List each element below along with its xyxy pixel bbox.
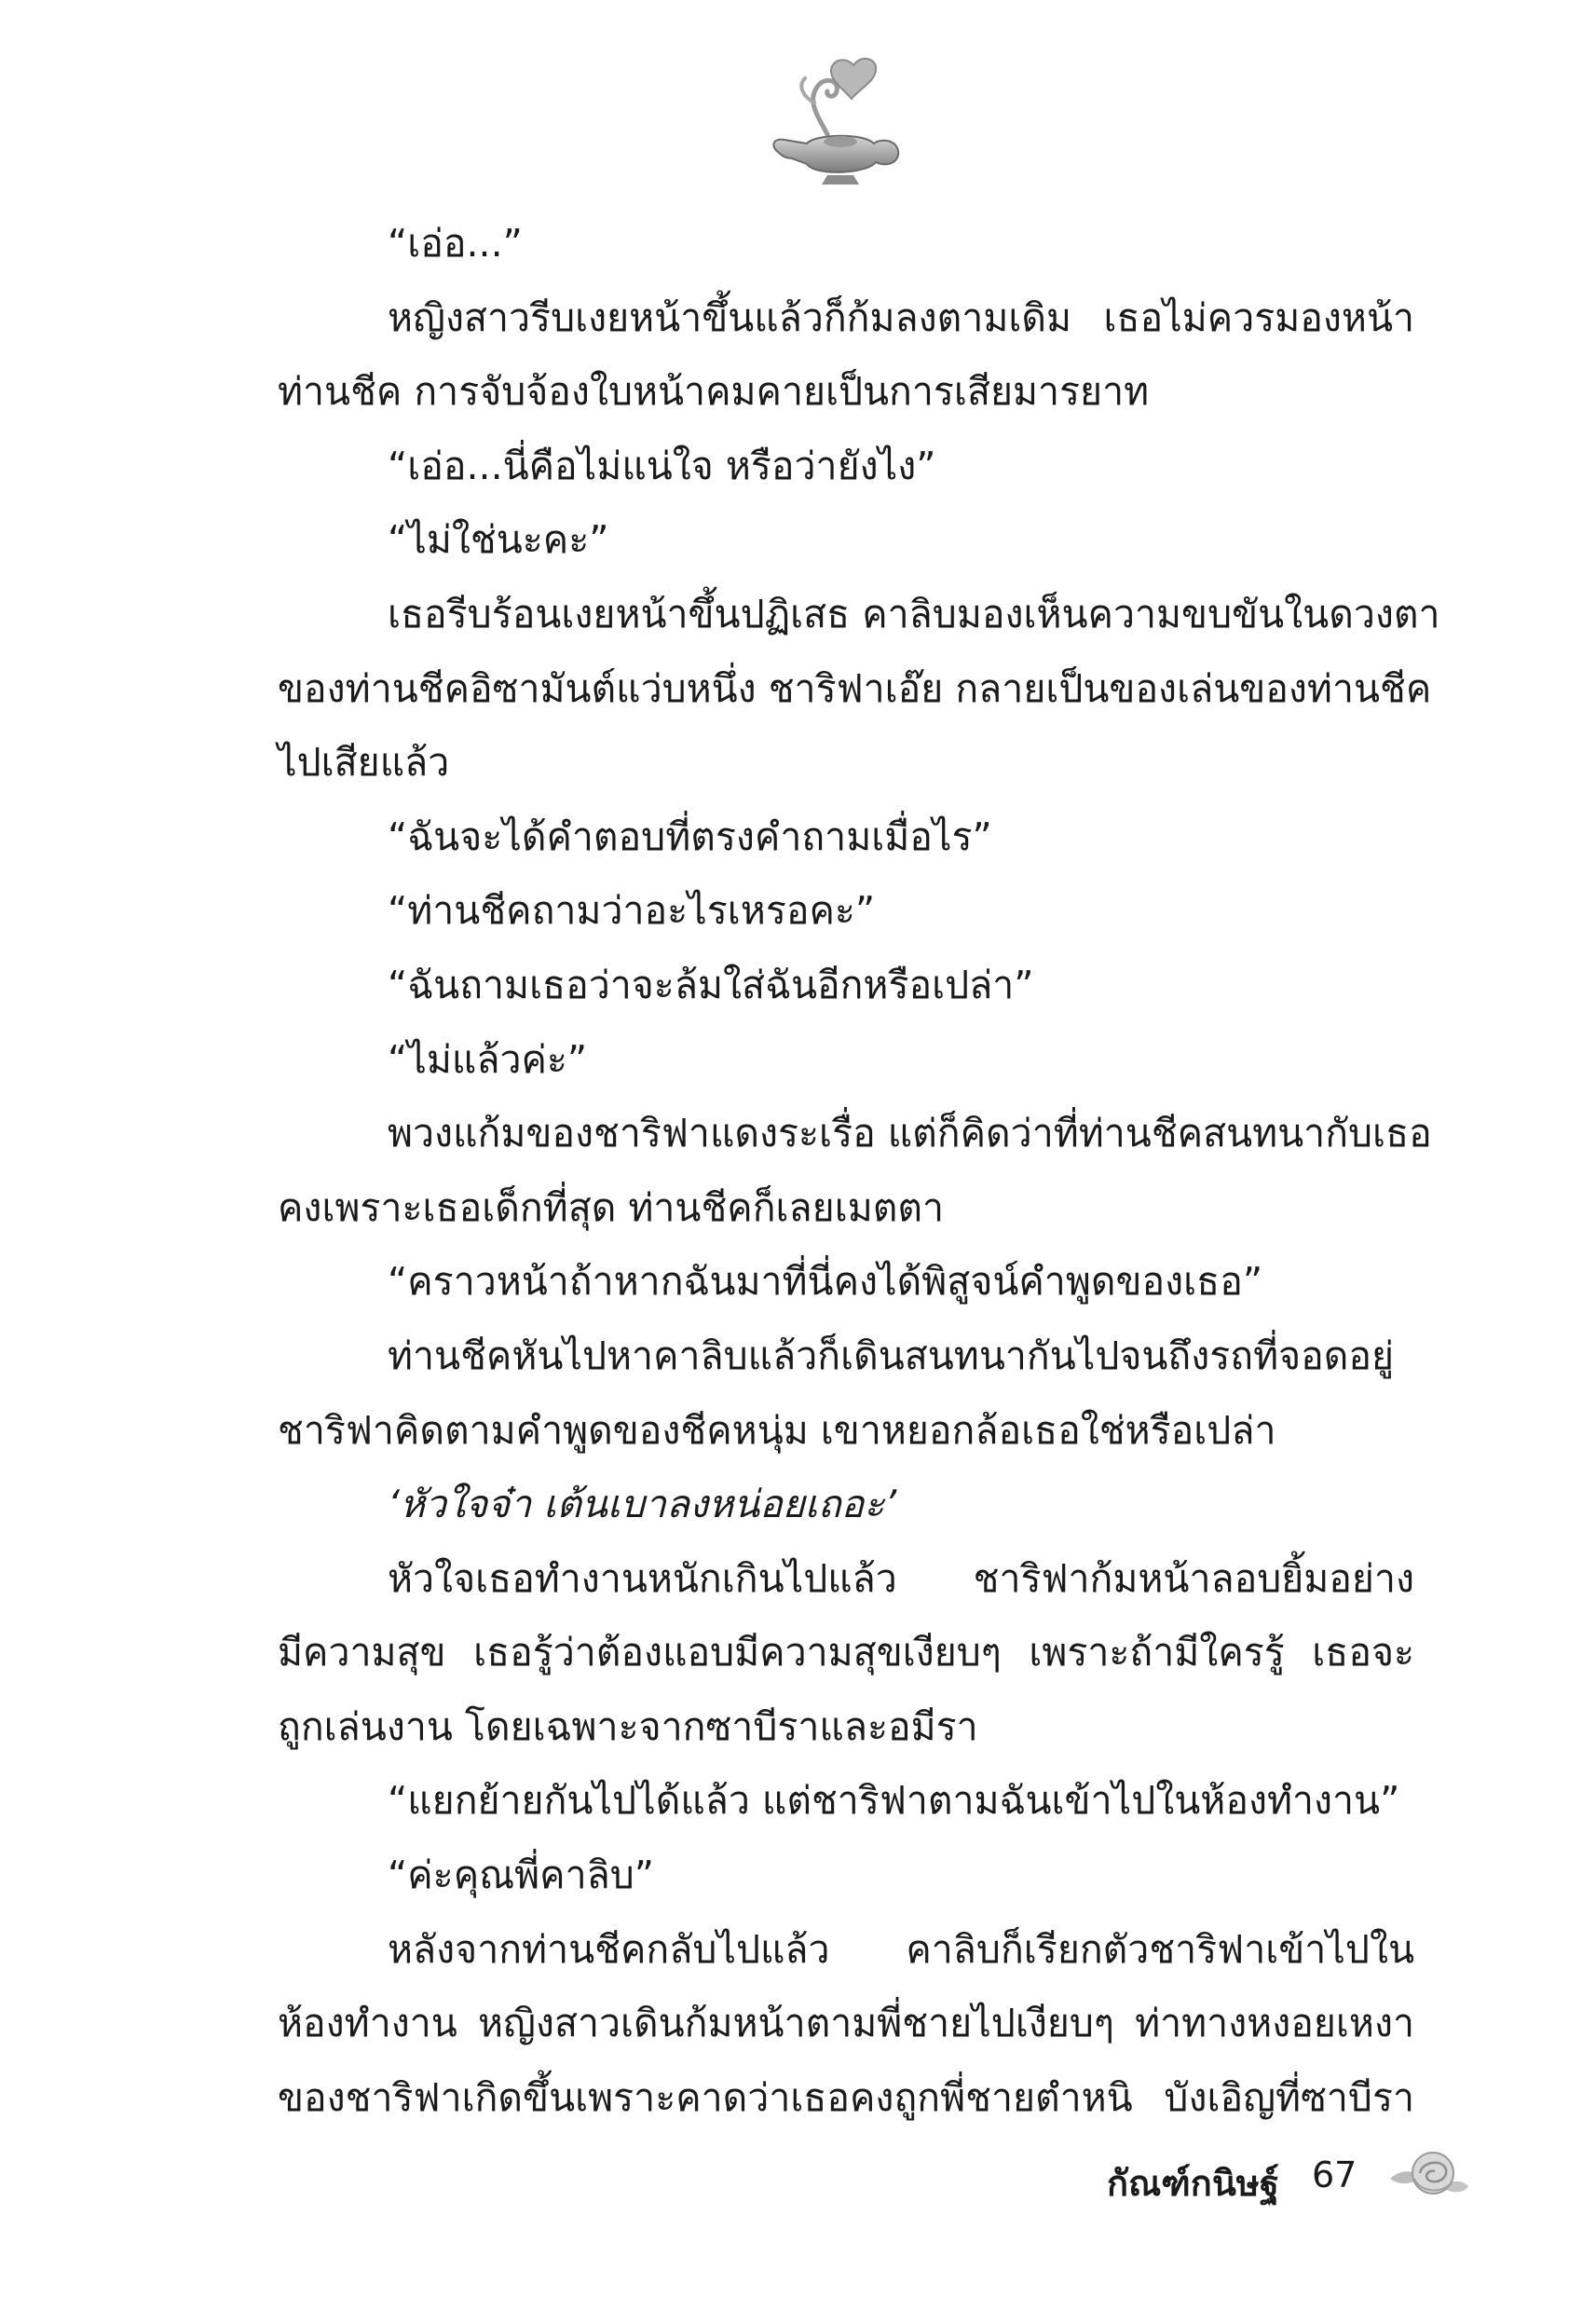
text-line: คงเพราะเธอเด็กที่สุด ท่านชีคก็เลยเมตตา [278,1184,945,1230]
book-title: กัณฑ์กนิษฐ์ [1107,2163,1279,2204]
text-line: “ท่านชีคถามว่าอะไรเหรอคะ” [388,888,876,934]
text-line: ท่านชีคหันไปหาคาลิบแล้วก็เดินสนทนากันไปจนถึงรถที่จอดอยู่ [388,1333,1395,1378]
text-line: “เอ่อ...นี่คือไม่แน่ใจ หรือว่ายังไง” [388,443,936,488]
page-number: 67 [1312,2154,1357,2195]
text-line: ห้องทำงาน หญิงสาวเดินก้มหน้าตามพี่ชายไปเงียบๆ ท่าทางหงอยเหงา [278,2001,1414,2046]
text-line: “ฉันถามเธอว่าจะล้มใส่ฉันอีกหรือเปล่า” [388,962,1034,1007]
text-line: “ไม่ใช่นะคะ” [388,517,609,563]
text-line: “เอ่อ...” [388,221,523,266]
text-line: “ฉันจะได้คำตอบที่ตรงคำถามเมื่อไร” [388,814,992,859]
text-line: ท่านชีค การจับจ้องใบหน้าคมคายเป็นการเสียมารยาท [278,369,1150,415]
text-line: พวงแก้มของชาริฟาแดงระเรื่อ แต่ก็คิดว่าที่ท่านชีคสนทนากับเธอ [388,1111,1432,1156]
text-line: “ไม่แล้วค่ะ” [388,1036,588,1082]
text-line: มีความสุข เธอรู้ว่าต้องแอบมีความสุขเงียบๆ เพราะถ้ามีใครรู้ เธอจะ [278,1630,1414,1675]
text-line: หลังจากท่านชีคกลับไปแล้ว คาลิบก็เรียกตัวชาริฟาเข้าไปใน [388,1926,1414,1972]
text-line: ‘หัวใจจ๋า เต้นเบาลงหน่อยเถอะ’ [388,1482,897,1527]
text-line: ชาริฟาคิดตามคำพูดของชีคหนุ่ม เขาหยอกล้อเธอใช่หรือเปล่า [278,1407,1276,1453]
text-line: หญิงสาวรีบเงยหน้าขึ้นแล้วก็ก้มลงตามเดิม เธอไม่ควรมองหน้า [388,294,1414,340]
text-line: “ค่ะคุณพี่คาลิบ” [388,1853,655,1898]
genie-lamp-ornament-icon [751,48,919,188]
text-line: “คราวหน้าถ้าหากฉันมาที่นี่คงได้พิสูจน์คำพูดของเธอ” [388,1259,1263,1305]
text-line: ของท่านชีคอิซามันต์แว่บหนึ่ง ชาริฟาเอ๊ย กลายเป็นของเล่นของท่านชีค [278,665,1432,711]
text-line: ถูกเล่นงาน โดยเฉพาะจากซาบีราและอมีรา [278,1703,978,1749]
text-line: ไปเสียแล้ว [278,740,450,786]
text-line: ของชาริฟาเกิดขึ้นเพราะคาดว่าเธอคงถูกพี่ชายตำหนิ บังเอิญที่ซาบีรา [278,2074,1414,2120]
text-line: เธอรีบร้อนเงยหน้าขึ้นปฏิเสธ คาลิบมองเห็นความขบขันในดวงตา [388,591,1440,636]
text-line: หัวใจเธอทำงานหนักเกินไปแล้ว ชาริฟาก้มหน้าลอบยิ้มอย่าง [388,1555,1414,1601]
rose-ornament-icon [1386,2141,1470,2207]
text-line: “แยกย้ายกันไปได้แล้ว แต่ชาริฟาตามฉันเข้าไปในห้องทำงาน” [388,1778,1400,1824]
body-text [278,207,1440,2135]
